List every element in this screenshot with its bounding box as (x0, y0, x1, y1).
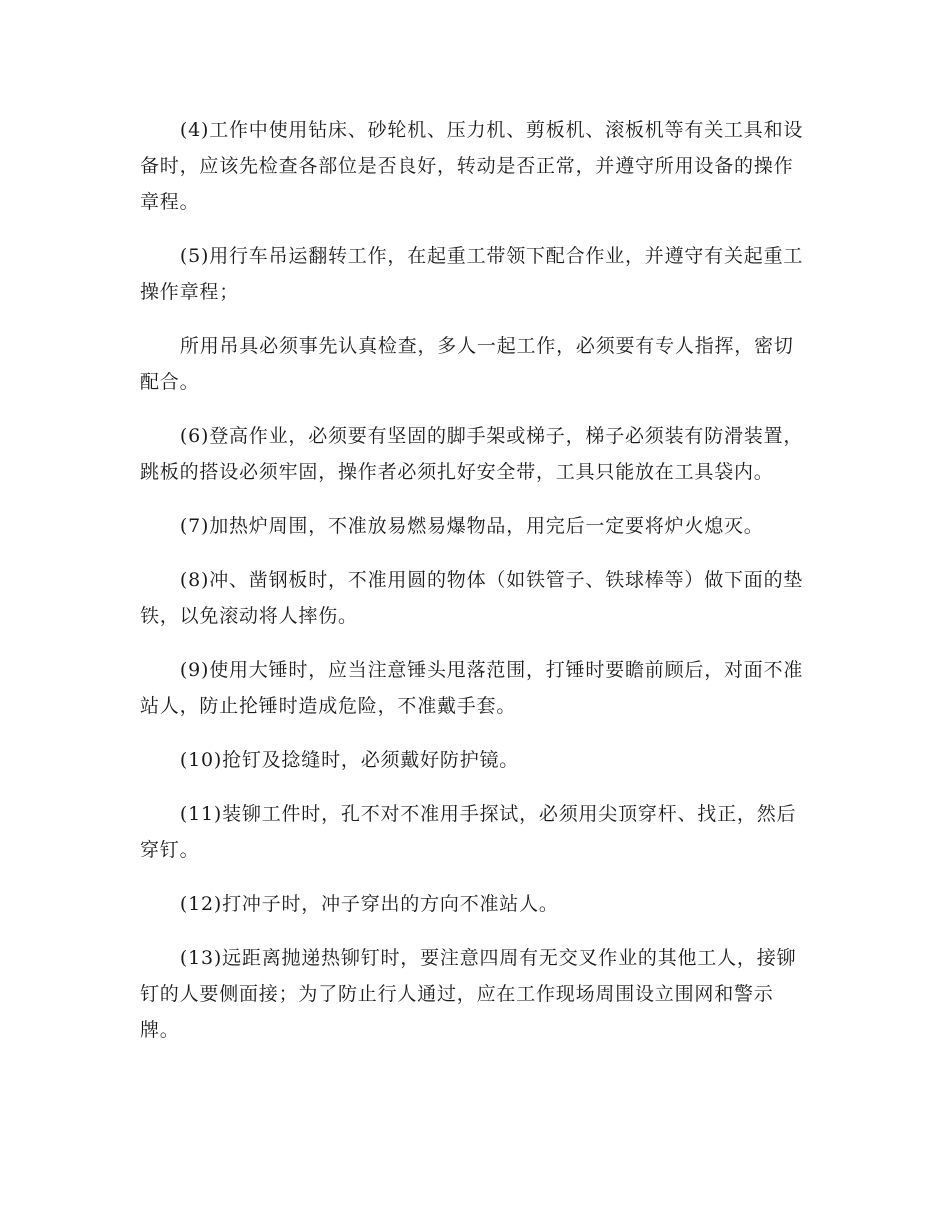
paragraph-item-7: (7)加热炉周围，不准放易燃易爆物品，用完后一定要将炉火熄灭。 (179, 515, 764, 537)
paragraph-item-9: (9)使用大锤时，应当注意锤头甩落范围，打锤时要瞻前顾后，对面不准站人，防止抡锤时造成危险，不准戴手套。 (140, 659, 804, 717)
paragraph-item-12: (12)打冲子时，冲子穿出的方向不准站人。 (179, 893, 559, 915)
paragraph-item-5-continued: 所用吊具必须事先认真检查，多人一起工作，必须要有专人指挥，密切配合。 (140, 335, 794, 393)
document-body (140, 112, 810, 1066)
paragraph-item-4: (4)工作中使用钻床、砂轮机、压力机、剪板机、滚板机等有关工具和设备时，应该先检查各部位是否良好，转动是否正常，并遵守所用设备的操作章程。 (140, 119, 804, 213)
paragraph-item-13: (13)远距离抛递热铆钉时，要注意四周有无交叉作业的其他工人，接铆钉的人要侧面接；为了防止行人通过，应在工作现场周围设立围网和警示牌。 (140, 947, 797, 1041)
paragraph-item-6: (6)登高作业，必须要有坚固的脚手架或梯子，梯子必须装有防滑装置，跳板的搭设必须牢固，操作者必须扎好安全带，工具只能放在工具袋内。 (140, 425, 804, 483)
paragraph-item-5: (5)用行车吊运翻转工作，在起重工带领下配合作业，并遵守有关起重工操作章程； (140, 245, 804, 303)
paragraph-item-8: (8)冲、凿钢板时，不准用圆的物体（如铁管子、铁球棒等）做下面的垫铁，以免滚动将人摔伤。 (140, 569, 804, 627)
paragraph-item-10: (10)抢钉及捻缝时，必须戴好防护镜。 (179, 749, 520, 771)
paragraph-item-11: (11)装铆工件时，孔不对不准用手探试，必须用尖顶穿杆、找正，然后穿钉。 (140, 803, 797, 861)
